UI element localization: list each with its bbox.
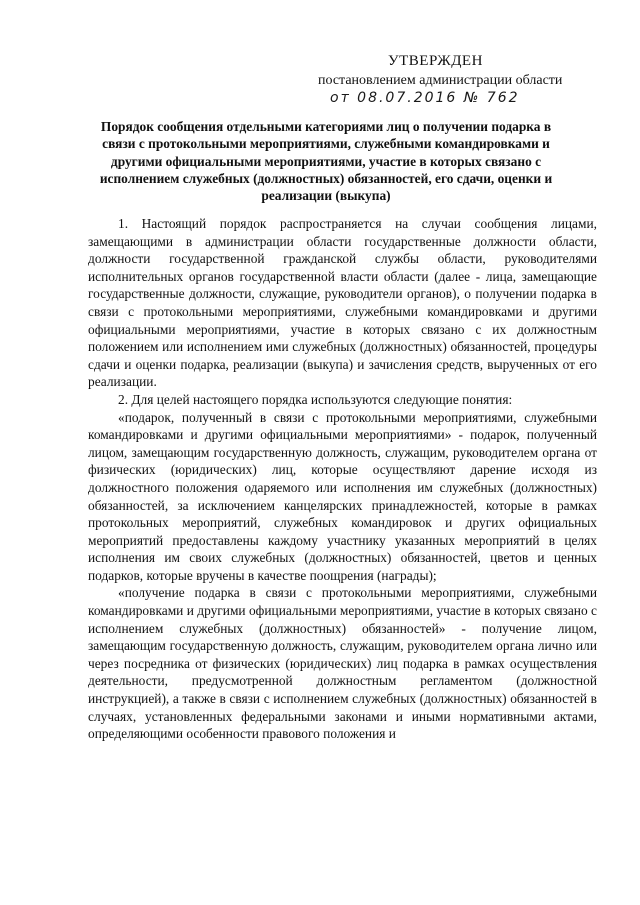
document-title: Порядок сообщения отдельными категориями лиц о получении подарка в связи с протокольными мероприятиями, служебными командировками и другими официальными мероприятиями, участие в которых связано с исполнением служебных (должностных) обязанностей, его сдачи, оценки и реализации (выкупа) xyxy=(99,119,553,204)
paragraph-4: «получение подарка в связи с протокольными мероприятиями, служебными командировками и другими официальными мероприятиями, участие в которых связано с исполнением служебных (должностных) обязанностей» - получение лицом, замещающим государственную должность, служащим, руководителем органа лично или через посредника от физических (юридических) лиц подарка в рамках осуществления деятельности, предусмотренной должностным регламентом (должностной инструкцией), а также в связи с исполнением служебных (должностных) обязанностей в случаях, установленных федеральными законами и иными нормативными актами, определяющими особенности правового положения и xyxy=(88,585,597,742)
approval-block xyxy=(318,52,588,106)
handwritten-date-number: от 08.07.2016 № 762 xyxy=(330,90,520,106)
paragraph-3: «подарок, полученный в связи с протокольными мероприятиями, служебными командировками и другими официальными мероприятиями» - подарок, полученный лицом, замещающим государственную должность, служащим, руководителем органа от физических (юридических) лиц, которые осуществляют дарение исходя из должностного положения одаряемого или исполнения им служебных (должностных) обязанностей, за исключением канцелярских принадлежностей, которые в рамках протокольных мероприятий, служебных командировок и других официальных мероприятий предоставлены каждому участнику указанных мероприятий в целях исполнения им своих служебных (должностных) обязанностей, цветов и ценных подарков, которые вручены в качестве поощрения (награды); xyxy=(88,409,597,583)
approval-heading: УТВЕРЖДЕН xyxy=(388,53,483,69)
approval-by-resolution: постановлением администрации области xyxy=(318,73,563,88)
paragraph-2: 2. Для целей настоящего порядка используются следующие понятия: xyxy=(118,391,513,407)
paragraph-1: 1. Настоящий порядок распространяется на случаи сообщения лицами, замещающими в администрации области государственные должности области, должности государственной гражданской службы области, руководителями исполнительных органов государственной власти области (далее - лица, замещающие государственные должности, служащие, руководители органов), о получении подарка в связи с протокольными мероприятиями, служебными командировками и другими официальными мероприятиями, участие в которых связано с их должностным положением или исполнением ими служебных (должностных) обязанностей, процедуры сдачи и оценки подарка, реализации (выкупа) и зачисления средств, вырученных от его реализации. xyxy=(88,216,597,390)
document-body xyxy=(88,215,597,743)
